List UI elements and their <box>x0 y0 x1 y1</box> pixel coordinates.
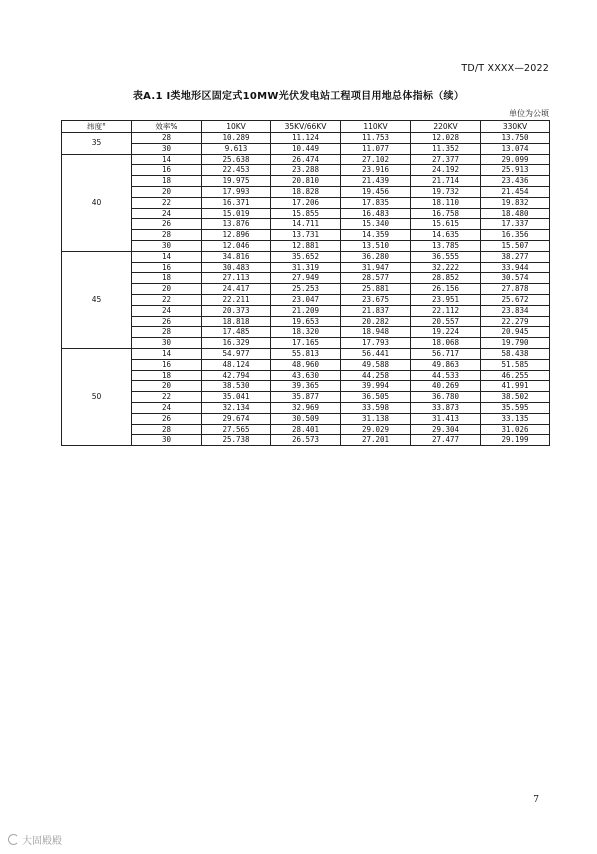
value-cell: 35.041 <box>202 392 271 403</box>
value-cell: 33.873 <box>411 402 481 413</box>
value-cell: 39.994 <box>341 381 411 392</box>
value-cell: 12.028 <box>411 133 481 144</box>
value-cell: 30.574 <box>481 273 550 284</box>
value-cell: 27.878 <box>481 284 550 295</box>
efficiency-cell: 28 <box>132 230 202 241</box>
table-row <box>62 338 550 349</box>
value-cell: 27.949 <box>271 273 341 284</box>
value-cell: 13.876 <box>202 219 271 230</box>
value-cell: 31.138 <box>341 413 411 424</box>
value-cell: 44.258 <box>341 370 411 381</box>
table-row <box>62 370 550 381</box>
value-cell: 23.288 <box>271 165 341 176</box>
value-cell: 42.794 <box>202 370 271 381</box>
value-cell: 33.598 <box>341 402 411 413</box>
value-cell: 17.993 <box>202 186 271 197</box>
efficiency-cell: 22 <box>132 294 202 305</box>
value-cell: 16.329 <box>202 338 271 349</box>
value-cell: 31.319 <box>271 262 341 273</box>
table-row <box>62 197 550 208</box>
value-cell: 29.674 <box>202 413 271 424</box>
value-cell: 15.340 <box>341 219 411 230</box>
page-number: 7 <box>533 795 539 805</box>
value-cell: 29.304 <box>411 424 481 435</box>
value-cell: 29.099 <box>481 154 550 165</box>
table-row <box>62 402 550 413</box>
value-cell: 13.750 <box>481 133 550 144</box>
value-cell: 18.068 <box>411 338 481 349</box>
value-cell: 18.948 <box>341 327 411 338</box>
value-cell: 25.638 <box>202 154 271 165</box>
table-row <box>62 381 550 392</box>
latitude-cell: 45 <box>62 251 132 348</box>
value-cell: 13.510 <box>341 240 411 251</box>
efficiency-cell: 30 <box>132 143 202 154</box>
value-cell: 21.714 <box>411 176 481 187</box>
efficiency-cell: 24 <box>132 402 202 413</box>
efficiency-cell: 26 <box>132 413 202 424</box>
value-cell: 29.199 <box>481 435 550 446</box>
value-cell: 18.828 <box>271 186 341 197</box>
value-cell: 15.615 <box>411 219 481 230</box>
value-cell: 27.102 <box>341 154 411 165</box>
latitude-cell: 35 <box>62 133 132 155</box>
latitude-cell: 50 <box>62 348 132 445</box>
standard-code: TD/T XXXX—2022 <box>461 63 549 74</box>
value-cell: 24.417 <box>202 284 271 295</box>
value-cell: 21.454 <box>481 186 550 197</box>
value-cell: 36.505 <box>341 392 411 403</box>
watermark-text: 大固殿殿 <box>22 836 62 847</box>
value-cell: 40.269 <box>411 381 481 392</box>
value-cell: 20.945 <box>481 327 550 338</box>
table-row <box>62 273 550 284</box>
value-cell: 23.675 <box>341 294 411 305</box>
unit-label: 单位为公顷 <box>509 109 549 118</box>
value-cell: 19.832 <box>481 197 550 208</box>
value-cell: 49.863 <box>411 359 481 370</box>
efficiency-cell: 16 <box>132 165 202 176</box>
value-cell: 11.124 <box>271 133 341 144</box>
value-cell: 17.165 <box>271 338 341 349</box>
value-cell: 16.483 <box>341 208 411 219</box>
table-row <box>62 186 550 197</box>
efficiency-cell: 20 <box>132 284 202 295</box>
value-cell: 28.577 <box>341 273 411 284</box>
value-cell: 17.793 <box>341 338 411 349</box>
land-use-index-table <box>61 120 550 446</box>
table-row <box>62 294 550 305</box>
value-cell: 22.453 <box>202 165 271 176</box>
value-cell: 32.134 <box>202 402 271 413</box>
value-cell: 23.834 <box>481 305 550 316</box>
table-title: 表A.1 Ⅰ类地形区固定式10MW光伏发电站工程项目用地总体指标（续） <box>132 91 465 102</box>
value-cell: 20.810 <box>271 176 341 187</box>
table-row <box>62 230 550 241</box>
value-cell: 14.635 <box>411 230 481 241</box>
efficiency-cell: 30 <box>132 338 202 349</box>
value-cell: 26.573 <box>271 435 341 446</box>
value-cell: 11.077 <box>341 143 411 154</box>
value-cell: 25.913 <box>481 165 550 176</box>
value-cell: 23.951 <box>411 294 481 305</box>
value-cell: 20.282 <box>341 316 411 327</box>
efficiency-cell: 28 <box>132 133 202 144</box>
efficiency-cell: 28 <box>132 327 202 338</box>
value-cell: 38.277 <box>481 251 550 262</box>
table-row <box>62 348 550 359</box>
value-cell: 14.359 <box>341 230 411 241</box>
table-row <box>62 413 550 424</box>
efficiency-cell: 24 <box>132 305 202 316</box>
table-row <box>62 424 550 435</box>
value-cell: 35.595 <box>481 402 550 413</box>
value-cell: 18.818 <box>202 316 271 327</box>
value-cell: 15.507 <box>481 240 550 251</box>
value-cell: 16.356 <box>481 230 550 241</box>
value-cell: 49.588 <box>341 359 411 370</box>
value-cell: 27.377 <box>411 154 481 165</box>
table-row <box>62 143 550 154</box>
value-cell: 56.441 <box>341 348 411 359</box>
value-cell: 54.977 <box>202 348 271 359</box>
value-cell: 31.413 <box>411 413 481 424</box>
value-cell: 12.046 <box>202 240 271 251</box>
value-cell: 15.019 <box>202 208 271 219</box>
table-row <box>62 435 550 446</box>
value-cell: 27.113 <box>202 273 271 284</box>
table-row <box>62 327 550 338</box>
latitude-cell: 40 <box>62 154 132 251</box>
efficiency-cell: 26 <box>132 316 202 327</box>
efficiency-cell: 14 <box>132 251 202 262</box>
col-header-latitude: 纬度° <box>62 121 132 133</box>
value-cell: 18.480 <box>481 208 550 219</box>
value-cell: 33.944 <box>481 262 550 273</box>
table-row <box>62 392 550 403</box>
efficiency-cell: 14 <box>132 154 202 165</box>
col-header-220kv: 220KV <box>411 121 481 133</box>
value-cell: 48.960 <box>271 359 341 370</box>
value-cell: 20.557 <box>411 316 481 327</box>
table-row <box>62 208 550 219</box>
value-cell: 30.509 <box>271 413 341 424</box>
value-cell: 36.555 <box>411 251 481 262</box>
value-cell: 33.135 <box>481 413 550 424</box>
col-header-35-66kv: 35KV/66KV <box>271 121 341 133</box>
efficiency-cell: 30 <box>132 240 202 251</box>
efficiency-cell: 18 <box>132 273 202 284</box>
value-cell: 24.192 <box>411 165 481 176</box>
value-cell: 48.124 <box>202 359 271 370</box>
efficiency-cell: 26 <box>132 219 202 230</box>
value-cell: 36.280 <box>341 251 411 262</box>
value-cell: 10.449 <box>271 143 341 154</box>
value-cell: 18.320 <box>271 327 341 338</box>
value-cell: 46.255 <box>481 370 550 381</box>
value-cell: 17.337 <box>481 219 550 230</box>
watermark <box>8 832 62 847</box>
table-row <box>62 316 550 327</box>
value-cell: 11.753 <box>341 133 411 144</box>
table-row <box>62 305 550 316</box>
efficiency-cell: 20 <box>132 186 202 197</box>
value-cell: 12.896 <box>202 230 271 241</box>
value-cell: 17.206 <box>271 197 341 208</box>
value-cell: 39.365 <box>271 381 341 392</box>
value-cell: 23.047 <box>271 294 341 305</box>
value-cell: 25.738 <box>202 435 271 446</box>
value-cell: 14.711 <box>271 219 341 230</box>
value-cell: 21.439 <box>341 176 411 187</box>
value-cell: 55.813 <box>271 348 341 359</box>
value-cell: 31.026 <box>481 424 550 435</box>
col-header-330kv: 330KV <box>481 121 550 133</box>
value-cell: 12.881 <box>271 240 341 251</box>
value-cell: 32.969 <box>271 402 341 413</box>
value-cell: 22.211 <box>202 294 271 305</box>
value-cell: 19.224 <box>411 327 481 338</box>
table-row <box>62 176 550 187</box>
value-cell: 32.222 <box>411 262 481 273</box>
value-cell: 26.474 <box>271 154 341 165</box>
value-cell: 21.209 <box>271 305 341 316</box>
value-cell: 25.672 <box>481 294 550 305</box>
value-cell: 35.652 <box>271 251 341 262</box>
efficiency-cell: 24 <box>132 208 202 219</box>
efficiency-cell: 16 <box>132 359 202 370</box>
value-cell: 43.630 <box>271 370 341 381</box>
table-row <box>62 359 550 370</box>
value-cell: 25.881 <box>341 284 411 295</box>
value-cell: 19.790 <box>481 338 550 349</box>
value-cell: 27.477 <box>411 435 481 446</box>
value-cell: 58.438 <box>481 348 550 359</box>
table-body <box>62 133 550 446</box>
value-cell: 35.877 <box>271 392 341 403</box>
value-cell: 27.565 <box>202 424 271 435</box>
value-cell: 19.456 <box>341 186 411 197</box>
value-cell: 56.717 <box>411 348 481 359</box>
watermark-logo-icon <box>8 834 19 845</box>
value-cell: 38.502 <box>481 392 550 403</box>
value-cell: 13.074 <box>481 143 550 154</box>
value-cell: 28.852 <box>411 273 481 284</box>
table-header-row <box>62 121 550 133</box>
value-cell: 16.758 <box>411 208 481 219</box>
table-row <box>62 251 550 262</box>
col-header-10kv: 10KV <box>202 121 271 133</box>
value-cell: 15.855 <box>271 208 341 219</box>
value-cell: 44.533 <box>411 370 481 381</box>
col-header-110kv: 110KV <box>341 121 411 133</box>
table-row <box>62 262 550 273</box>
table-row <box>62 284 550 295</box>
value-cell: 34.816 <box>202 251 271 262</box>
value-cell: 19.653 <box>271 316 341 327</box>
efficiency-cell: 22 <box>132 392 202 403</box>
value-cell: 20.373 <box>202 305 271 316</box>
value-cell: 22.279 <box>481 316 550 327</box>
table-row <box>62 219 550 230</box>
value-cell: 38.530 <box>202 381 271 392</box>
value-cell: 19.732 <box>411 186 481 197</box>
value-cell: 16.371 <box>202 197 271 208</box>
efficiency-cell: 20 <box>132 381 202 392</box>
table-row <box>62 240 550 251</box>
value-cell: 51.585 <box>481 359 550 370</box>
efficiency-cell: 28 <box>132 424 202 435</box>
value-cell: 13.785 <box>411 240 481 251</box>
value-cell: 31.947 <box>341 262 411 273</box>
efficiency-cell: 14 <box>132 348 202 359</box>
value-cell: 17.835 <box>341 197 411 208</box>
value-cell: 28.401 <box>271 424 341 435</box>
table-row <box>62 165 550 176</box>
efficiency-cell: 18 <box>132 370 202 381</box>
value-cell: 41.991 <box>481 381 550 392</box>
value-cell: 19.975 <box>202 176 271 187</box>
efficiency-cell: 30 <box>132 435 202 446</box>
value-cell: 9.613 <box>202 143 271 154</box>
table-row <box>62 154 550 165</box>
value-cell: 23.916 <box>341 165 411 176</box>
col-header-efficiency: 效率% <box>132 121 202 133</box>
value-cell: 22.112 <box>411 305 481 316</box>
value-cell: 36.780 <box>411 392 481 403</box>
efficiency-cell: 16 <box>132 262 202 273</box>
efficiency-cell: 22 <box>132 197 202 208</box>
table-row <box>62 133 550 144</box>
value-cell: 27.201 <box>341 435 411 446</box>
value-cell: 18.110 <box>411 197 481 208</box>
value-cell: 13.731 <box>271 230 341 241</box>
value-cell: 26.156 <box>411 284 481 295</box>
value-cell: 30.483 <box>202 262 271 273</box>
value-cell: 25.253 <box>271 284 341 295</box>
value-cell: 17.485 <box>202 327 271 338</box>
value-cell: 29.029 <box>341 424 411 435</box>
value-cell: 11.352 <box>411 143 481 154</box>
value-cell: 21.837 <box>341 305 411 316</box>
value-cell: 10.289 <box>202 133 271 144</box>
efficiency-cell: 18 <box>132 176 202 187</box>
value-cell: 23.436 <box>481 176 550 187</box>
